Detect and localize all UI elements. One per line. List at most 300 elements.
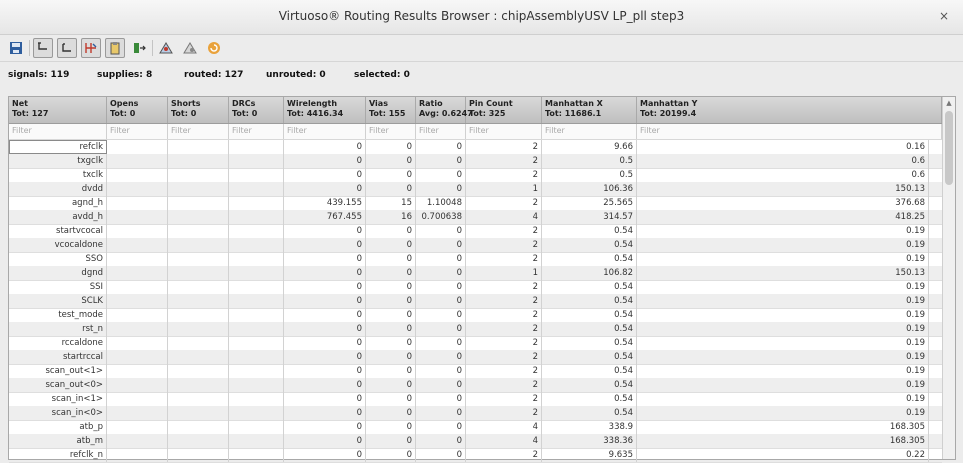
cell-manhattan-y[interactable]: 0.19 <box>637 364 929 378</box>
cell-shorts[interactable] <box>168 280 229 294</box>
cell-opens[interactable] <box>107 294 168 308</box>
cell-pin-count[interactable]: 2 <box>466 448 542 462</box>
cell-wirelength[interactable]: 0 <box>284 238 366 252</box>
cell-ratio[interactable]: 0 <box>416 280 466 294</box>
cell-opens[interactable] <box>107 364 168 378</box>
cell-pin-count[interactable]: 4 <box>466 210 542 224</box>
cell-wirelength[interactable]: 0 <box>284 252 366 266</box>
cell-shorts[interactable] <box>168 420 229 434</box>
cell-opens[interactable] <box>107 336 168 350</box>
zoom-selected-button[interactable] <box>156 38 176 58</box>
cell-manhattan-x[interactable]: 0.54 <box>542 308 637 322</box>
column-header-ratio[interactable] <box>416 97 473 123</box>
cell-manhattan-x[interactable]: 0.54 <box>542 336 637 350</box>
cell-manhattan-x[interactable]: 0.54 <box>542 378 637 392</box>
cell-manhattan-y[interactable]: 0.6 <box>637 168 929 182</box>
table-row[interactable] <box>9 406 942 421</box>
cell-opens[interactable] <box>107 154 168 168</box>
table-row[interactable] <box>9 196 942 211</box>
clipboard-icon <box>107 40 123 56</box>
table-row[interactable] <box>9 294 942 309</box>
cell-vias[interactable]: 0 <box>366 350 416 364</box>
cell-vias[interactable]: 0 <box>366 308 416 322</box>
column-title: Ratio <box>419 99 443 108</box>
vertical-scrollbar[interactable] <box>942 97 955 459</box>
cell-vias[interactable]: 0 <box>366 182 416 196</box>
cell-ratio[interactable]: 0 <box>416 252 466 266</box>
table-row[interactable] <box>9 140 942 155</box>
cell-manhattan-x[interactable]: 25.565 <box>542 196 637 210</box>
cell-pin-count[interactable]: 2 <box>466 252 542 266</box>
cell-net[interactable]: startvcocal <box>9 224 107 238</box>
cell-shorts[interactable] <box>168 224 229 238</box>
route-supply-button[interactable] <box>57 38 77 58</box>
cell-manhattan-x[interactable]: 9.66 <box>542 140 637 154</box>
table-row[interactable] <box>9 168 942 183</box>
cell-pin-count[interactable]: 2 <box>466 168 542 182</box>
cell-drcs[interactable] <box>229 364 284 378</box>
cell-opens[interactable] <box>107 224 168 238</box>
filter-input-shorts[interactable]: Filter <box>168 124 229 139</box>
cell-drcs[interactable] <box>229 294 284 308</box>
save-button[interactable] <box>6 38 26 58</box>
cell-vias[interactable]: 0 <box>366 294 416 308</box>
filter-input-manhattan-y[interactable]: Filter <box>637 124 942 139</box>
cell-ratio[interactable]: 0 <box>416 448 466 462</box>
cell-wirelength[interactable]: 0 <box>284 168 366 182</box>
stats-bar <box>0 62 963 86</box>
cell-wirelength[interactable]: 0 <box>284 364 366 378</box>
cell-opens[interactable] <box>107 392 168 406</box>
cell-manhattan-y[interactable]: 0.6 <box>637 154 929 168</box>
table-row[interactable] <box>9 182 942 197</box>
cell-opens[interactable] <box>107 350 168 364</box>
routed-count: routed: 127 <box>184 70 244 80</box>
cell-vias[interactable]: 0 <box>366 364 416 378</box>
cell-drcs[interactable] <box>229 266 284 280</box>
table-row[interactable] <box>9 266 942 281</box>
cell-shorts[interactable] <box>168 406 229 420</box>
table-row[interactable] <box>9 448 942 463</box>
cell-ratio[interactable]: 0 <box>416 182 466 196</box>
cell-manhattan-x[interactable]: 0.54 <box>542 280 637 294</box>
cell-drcs[interactable] <box>229 350 284 364</box>
cell-drcs[interactable] <box>229 448 284 462</box>
export-button[interactable] <box>129 38 149 58</box>
cell-manhattan-x[interactable]: 0.5 <box>542 168 637 182</box>
cell-pin-count[interactable]: 2 <box>466 336 542 350</box>
cell-wirelength[interactable]: 0 <box>284 322 366 336</box>
cell-pin-count[interactable]: 2 <box>466 280 542 294</box>
cell-pin-count[interactable]: 2 <box>466 350 542 364</box>
cell-opens[interactable] <box>107 280 168 294</box>
filter-input-drcs[interactable]: Filter <box>229 124 284 139</box>
route-all-button[interactable] <box>81 38 101 58</box>
supplies-count: supplies: 8 <box>97 70 153 80</box>
cell-opens[interactable] <box>107 434 168 448</box>
cell-opens[interactable] <box>107 238 168 252</box>
cell-manhattan-x[interactable]: 338.36 <box>542 434 637 448</box>
save-icon <box>8 40 24 56</box>
cell-drcs[interactable] <box>229 238 284 252</box>
cell-wirelength[interactable]: 0 <box>284 392 366 406</box>
cell-drcs[interactable] <box>229 406 284 420</box>
cell-drcs[interactable] <box>229 308 284 322</box>
cell-manhattan-y[interactable]: 0.22 <box>637 448 929 462</box>
cell-wirelength[interactable]: 0 <box>284 336 366 350</box>
cell-manhattan-y[interactable]: 0.19 <box>637 280 929 294</box>
table-row[interactable] <box>9 392 942 407</box>
cell-net[interactable]: rst_n <box>9 322 107 336</box>
cell-net[interactable]: atb_p <box>9 420 107 434</box>
cell-drcs[interactable] <box>229 140 284 154</box>
cell-vias[interactable]: 0 <box>366 238 416 252</box>
cell-vias[interactable]: 0 <box>366 378 416 392</box>
cell-manhattan-x[interactable]: 0.54 <box>542 364 637 378</box>
export-icon <box>131 40 147 56</box>
cell-manhattan-y[interactable]: 0.19 <box>637 252 929 266</box>
cell-ratio[interactable]: 0 <box>416 322 466 336</box>
cell-drcs[interactable] <box>229 420 284 434</box>
cell-manhattan-x[interactable]: 0.54 <box>542 238 637 252</box>
cell-vias[interactable]: 0 <box>366 420 416 434</box>
table-row[interactable] <box>9 378 942 393</box>
cell-vias[interactable]: 0 <box>366 154 416 168</box>
cell-manhattan-y[interactable]: 0.19 <box>637 294 929 308</box>
column-header-opens[interactable] <box>107 97 168 123</box>
cell-opens[interactable] <box>107 322 168 336</box>
cell-opens[interactable] <box>107 378 168 392</box>
table-row[interactable] <box>9 420 942 435</box>
cell-manhattan-x[interactable]: 0.54 <box>542 294 637 308</box>
cell-opens[interactable] <box>107 140 168 154</box>
cell-wirelength[interactable]: 0 <box>284 350 366 364</box>
cell-ratio[interactable]: 0 <box>416 266 466 280</box>
scroll-thumb[interactable] <box>945 111 953 185</box>
cell-pin-count[interactable]: 2 <box>466 140 542 154</box>
close-button[interactable]: × <box>938 9 950 23</box>
cell-pin-count[interactable]: 2 <box>466 308 542 322</box>
cell-vias[interactable]: 15 <box>366 196 416 210</box>
cell-drcs[interactable] <box>229 322 284 336</box>
cell-drcs[interactable] <box>229 224 284 238</box>
table-row[interactable] <box>9 280 942 295</box>
cell-ratio[interactable]: 0 <box>416 140 466 154</box>
cell-vias[interactable]: 0 <box>366 336 416 350</box>
cell-ratio[interactable]: 0 <box>416 154 466 168</box>
cell-manhattan-x[interactable]: 0.54 <box>542 224 637 238</box>
cell-opens[interactable] <box>107 168 168 182</box>
cell-vias[interactable]: 0 <box>366 266 416 280</box>
cell-drcs[interactable] <box>229 378 284 392</box>
column-title: Wirelength <box>287 99 338 108</box>
cell-net[interactable]: agnd_h <box>9 196 107 210</box>
cell-manhattan-y[interactable]: 0.19 <box>637 322 929 336</box>
cell-wirelength[interactable]: 0 <box>284 280 366 294</box>
cell-ratio[interactable]: 0 <box>416 406 466 420</box>
cell-ratio[interactable]: 1.10048 <box>416 196 466 210</box>
cell-ratio[interactable]: 0.700638 <box>416 210 466 224</box>
filter-input-opens[interactable]: Filter <box>107 124 168 139</box>
cell-net[interactable]: vcocaldone <box>9 238 107 252</box>
filter-input-vias[interactable]: Filter <box>366 124 416 139</box>
refresh-button[interactable] <box>204 38 224 58</box>
cell-ratio[interactable]: 0 <box>416 294 466 308</box>
cell-vias[interactable]: 0 <box>366 406 416 420</box>
table-row[interactable] <box>9 350 942 365</box>
cell-manhattan-x[interactable]: 338.9 <box>542 420 637 434</box>
zoom-fit-button[interactable] <box>180 38 200 58</box>
cell-net[interactable]: dvdd <box>9 182 107 196</box>
cell-shorts[interactable] <box>168 448 229 462</box>
cell-shorts[interactable] <box>168 294 229 308</box>
cell-manhattan-y[interactable]: 150.13 <box>637 266 929 280</box>
cell-shorts[interactable] <box>168 364 229 378</box>
cell-shorts[interactable] <box>168 210 229 224</box>
cell-net[interactable]: scan_in<1> <box>9 392 107 406</box>
cell-pin-count[interactable]: 2 <box>466 322 542 336</box>
cell-manhattan-y[interactable]: 150.13 <box>637 182 929 196</box>
cell-drcs[interactable] <box>229 434 284 448</box>
cell-shorts[interactable] <box>168 350 229 364</box>
filter-input-pin-count[interactable]: Filter <box>466 124 542 139</box>
cell-shorts[interactable] <box>168 168 229 182</box>
table-row[interactable] <box>9 434 942 449</box>
cell-ratio[interactable]: 0 <box>416 238 466 252</box>
cell-wirelength[interactable]: 0 <box>284 406 366 420</box>
cell-manhattan-y[interactable]: 0.19 <box>637 224 929 238</box>
cell-ratio[interactable]: 0 <box>416 350 466 364</box>
cell-vias[interactable]: 0 <box>366 434 416 448</box>
cell-opens[interactable] <box>107 252 168 266</box>
cell-net[interactable]: scan_in<0> <box>9 406 107 420</box>
cell-shorts[interactable] <box>168 238 229 252</box>
cell-net[interactable]: SSO <box>9 252 107 266</box>
table-row[interactable] <box>9 238 942 253</box>
column-header-drcs[interactable] <box>229 97 284 123</box>
cell-vias[interactable]: 0 <box>366 280 416 294</box>
cell-ratio[interactable]: 0 <box>416 378 466 392</box>
cell-pin-count[interactable]: 1 <box>466 266 542 280</box>
cell-wirelength[interactable]: 0 <box>284 266 366 280</box>
cell-wirelength[interactable]: 0 <box>284 448 366 462</box>
cell-manhattan-x[interactable]: 0.54 <box>542 322 637 336</box>
cell-vias[interactable]: 0 <box>366 224 416 238</box>
cell-wirelength[interactable]: 0 <box>284 294 366 308</box>
cell-wirelength[interactable]: 0 <box>284 308 366 322</box>
cell-wirelength[interactable]: 0 <box>284 182 366 196</box>
column-header-wirelength[interactable] <box>284 97 366 123</box>
cell-vias[interactable]: 0 <box>366 322 416 336</box>
table-row[interactable] <box>9 322 942 337</box>
cell-manhattan-y[interactable]: 0.19 <box>637 238 929 252</box>
cell-pin-count[interactable]: 2 <box>466 378 542 392</box>
cell-shorts[interactable] <box>168 322 229 336</box>
cell-wirelength[interactable]: 0 <box>284 378 366 392</box>
cell-shorts[interactable] <box>168 336 229 350</box>
cell-net[interactable]: test_mode <box>9 308 107 322</box>
cell-manhattan-x[interactable]: 0.54 <box>542 406 637 420</box>
table-row[interactable] <box>9 336 942 351</box>
cell-net[interactable]: txclk <box>9 168 107 182</box>
cell-vias[interactable]: 0 <box>366 140 416 154</box>
cell-pin-count[interactable]: 2 <box>466 224 542 238</box>
cell-ratio[interactable]: 0 <box>416 308 466 322</box>
scroll-up-icon[interactable]: ▲ <box>946 99 952 107</box>
cell-manhattan-x[interactable]: 106.36 <box>542 182 637 196</box>
cell-shorts[interactable] <box>168 308 229 322</box>
cell-manhattan-y[interactable]: 0.19 <box>637 392 929 406</box>
cell-manhattan-x[interactable]: 0.54 <box>542 350 637 364</box>
column-header-vias[interactable] <box>366 97 416 123</box>
cell-vias[interactable]: 0 <box>366 448 416 462</box>
cell-net[interactable]: SSI <box>9 280 107 294</box>
cell-shorts[interactable] <box>168 378 229 392</box>
table-row[interactable] <box>9 364 942 379</box>
cell-manhattan-y[interactable]: 168.305 <box>637 420 929 434</box>
cell-net[interactable]: SCLK <box>9 294 107 308</box>
cell-manhattan-y[interactable]: 0.19 <box>637 378 929 392</box>
cell-manhattan-x[interactable]: 0.54 <box>542 252 637 266</box>
column-header-manhattan-x[interactable] <box>542 97 637 123</box>
cell-manhattan-y[interactable]: 376.68 <box>637 196 929 210</box>
cell-net[interactable]: atb_m <box>9 434 107 448</box>
cell-opens[interactable] <box>107 210 168 224</box>
cell-pin-count[interactable]: 4 <box>466 434 542 448</box>
cell-wirelength[interactable]: 0 <box>284 420 366 434</box>
cell-shorts[interactable] <box>168 182 229 196</box>
cell-shorts[interactable] <box>168 252 229 266</box>
cell-vias[interactable]: 0 <box>366 392 416 406</box>
cell-opens[interactable] <box>107 182 168 196</box>
cell-vias[interactable]: 0 <box>366 252 416 266</box>
cell-net[interactable]: scan_out<0> <box>9 378 107 392</box>
cell-pin-count[interactable]: 2 <box>466 238 542 252</box>
cell-net[interactable]: startrccal <box>9 350 107 364</box>
cell-shorts[interactable] <box>168 392 229 406</box>
cell-pin-count[interactable]: 2 <box>466 364 542 378</box>
table-row[interactable] <box>9 154 942 169</box>
column-total: Tot: 325 <box>469 109 506 118</box>
cell-net[interactable]: txgclk <box>9 154 107 168</box>
cell-ratio[interactable]: 0 <box>416 420 466 434</box>
cell-shorts[interactable] <box>168 140 229 154</box>
cell-drcs[interactable] <box>229 168 284 182</box>
filter-input-manhattan-x[interactable]: Filter <box>542 124 637 139</box>
cell-net[interactable]: rccaldone <box>9 336 107 350</box>
cell-shorts[interactable] <box>168 196 229 210</box>
cell-ratio[interactable]: 0 <box>416 434 466 448</box>
route-signal-button[interactable] <box>33 38 53 58</box>
cell-manhattan-x[interactable]: 106.82 <box>542 266 637 280</box>
cell-manhattan-y[interactable]: 0.19 <box>637 406 929 420</box>
cell-shorts[interactable] <box>168 154 229 168</box>
cell-drcs[interactable] <box>229 154 284 168</box>
column-title: Manhattan Y <box>640 99 698 108</box>
cell-manhattan-x[interactable]: 0.54 <box>542 392 637 406</box>
column-title: Manhattan X <box>545 99 603 108</box>
cell-wirelength[interactable]: 767.455 <box>284 210 366 224</box>
cell-manhattan-y[interactable]: 0.16 <box>637 140 929 154</box>
cell-shorts[interactable] <box>168 266 229 280</box>
cell-net[interactable]: dgnd <box>9 266 107 280</box>
cell-opens[interactable] <box>107 420 168 434</box>
cell-manhattan-y[interactable]: 0.19 <box>637 308 929 322</box>
cell-net[interactable]: scan_out<1> <box>9 364 107 378</box>
cell-manhattan-x[interactable]: 314.57 <box>542 210 637 224</box>
cell-pin-count[interactable]: 2 <box>466 154 542 168</box>
cell-ratio[interactable]: 0 <box>416 364 466 378</box>
cell-net[interactable]: avdd_h <box>9 210 107 224</box>
table-row[interactable] <box>9 224 942 239</box>
cell-opens[interactable] <box>107 266 168 280</box>
cell-pin-count[interactable]: 4 <box>466 420 542 434</box>
cell-wirelength[interactable]: 0 <box>284 140 366 154</box>
clipboard-button[interactable] <box>105 38 125 58</box>
cell-ratio[interactable]: 0 <box>416 336 466 350</box>
cell-opens[interactable] <box>107 406 168 420</box>
column-header-manhattan-y[interactable] <box>637 97 942 123</box>
cell-pin-count[interactable]: 1 <box>466 182 542 196</box>
filter-input-ratio[interactable]: Filter <box>416 124 466 139</box>
table-row[interactable] <box>9 210 942 225</box>
cell-manhattan-y[interactable]: 0.19 <box>637 336 929 350</box>
signals-count: signals: 119 <box>8 70 70 80</box>
cell-ratio[interactable]: 0 <box>416 392 466 406</box>
cell-drcs[interactable] <box>229 210 284 224</box>
cell-manhattan-y[interactable]: 168.305 <box>637 434 929 448</box>
column-total: Tot: 20199.4 <box>640 109 697 118</box>
cell-pin-count[interactable]: 2 <box>466 196 542 210</box>
cell-opens[interactable] <box>107 196 168 210</box>
cell-wirelength[interactable]: 439.155 <box>284 196 366 210</box>
column-header-shorts[interactable] <box>168 97 229 123</box>
cell-ratio[interactable]: 0 <box>416 168 466 182</box>
cell-manhattan-y[interactable]: 418.25 <box>637 210 929 224</box>
cell-drcs[interactable] <box>229 252 284 266</box>
cell-opens[interactable] <box>107 448 168 462</box>
cell-net[interactable]: refclk <box>9 140 107 154</box>
filter-input-wirelength[interactable]: Filter <box>284 124 366 139</box>
cell-opens[interactable] <box>107 308 168 322</box>
cell-pin-count[interactable]: 2 <box>466 406 542 420</box>
cell-wirelength[interactable]: 0 <box>284 154 366 168</box>
cell-drcs[interactable] <box>229 182 284 196</box>
cell-pin-count[interactable]: 2 <box>466 294 542 308</box>
cell-wirelength[interactable]: 0 <box>284 224 366 238</box>
cell-manhattan-x[interactable]: 0.5 <box>542 154 637 168</box>
toolbar <box>0 35 963 62</box>
column-header-pin-count[interactable] <box>466 97 542 123</box>
table-row[interactable] <box>9 308 942 323</box>
cell-drcs[interactable] <box>229 196 284 210</box>
cell-vias[interactable]: 0 <box>366 168 416 182</box>
filter-input-net[interactable]: Filter <box>9 124 107 139</box>
cell-drcs[interactable] <box>229 280 284 294</box>
column-header-net[interactable] <box>9 97 107 123</box>
cell-net[interactable]: refclk_n <box>9 448 107 462</box>
cell-vias[interactable]: 16 <box>366 210 416 224</box>
cell-pin-count[interactable]: 2 <box>466 392 542 406</box>
table-row[interactable] <box>9 252 942 267</box>
cell-drcs[interactable] <box>229 336 284 350</box>
cell-drcs[interactable] <box>229 392 284 406</box>
cell-manhattan-y[interactable]: 0.19 <box>637 350 929 364</box>
cell-wirelength[interactable]: 0 <box>284 434 366 448</box>
cell-shorts[interactable] <box>168 434 229 448</box>
cell-manhattan-x[interactable]: 9.635 <box>542 448 637 462</box>
cell-ratio[interactable]: 0 <box>416 224 466 238</box>
